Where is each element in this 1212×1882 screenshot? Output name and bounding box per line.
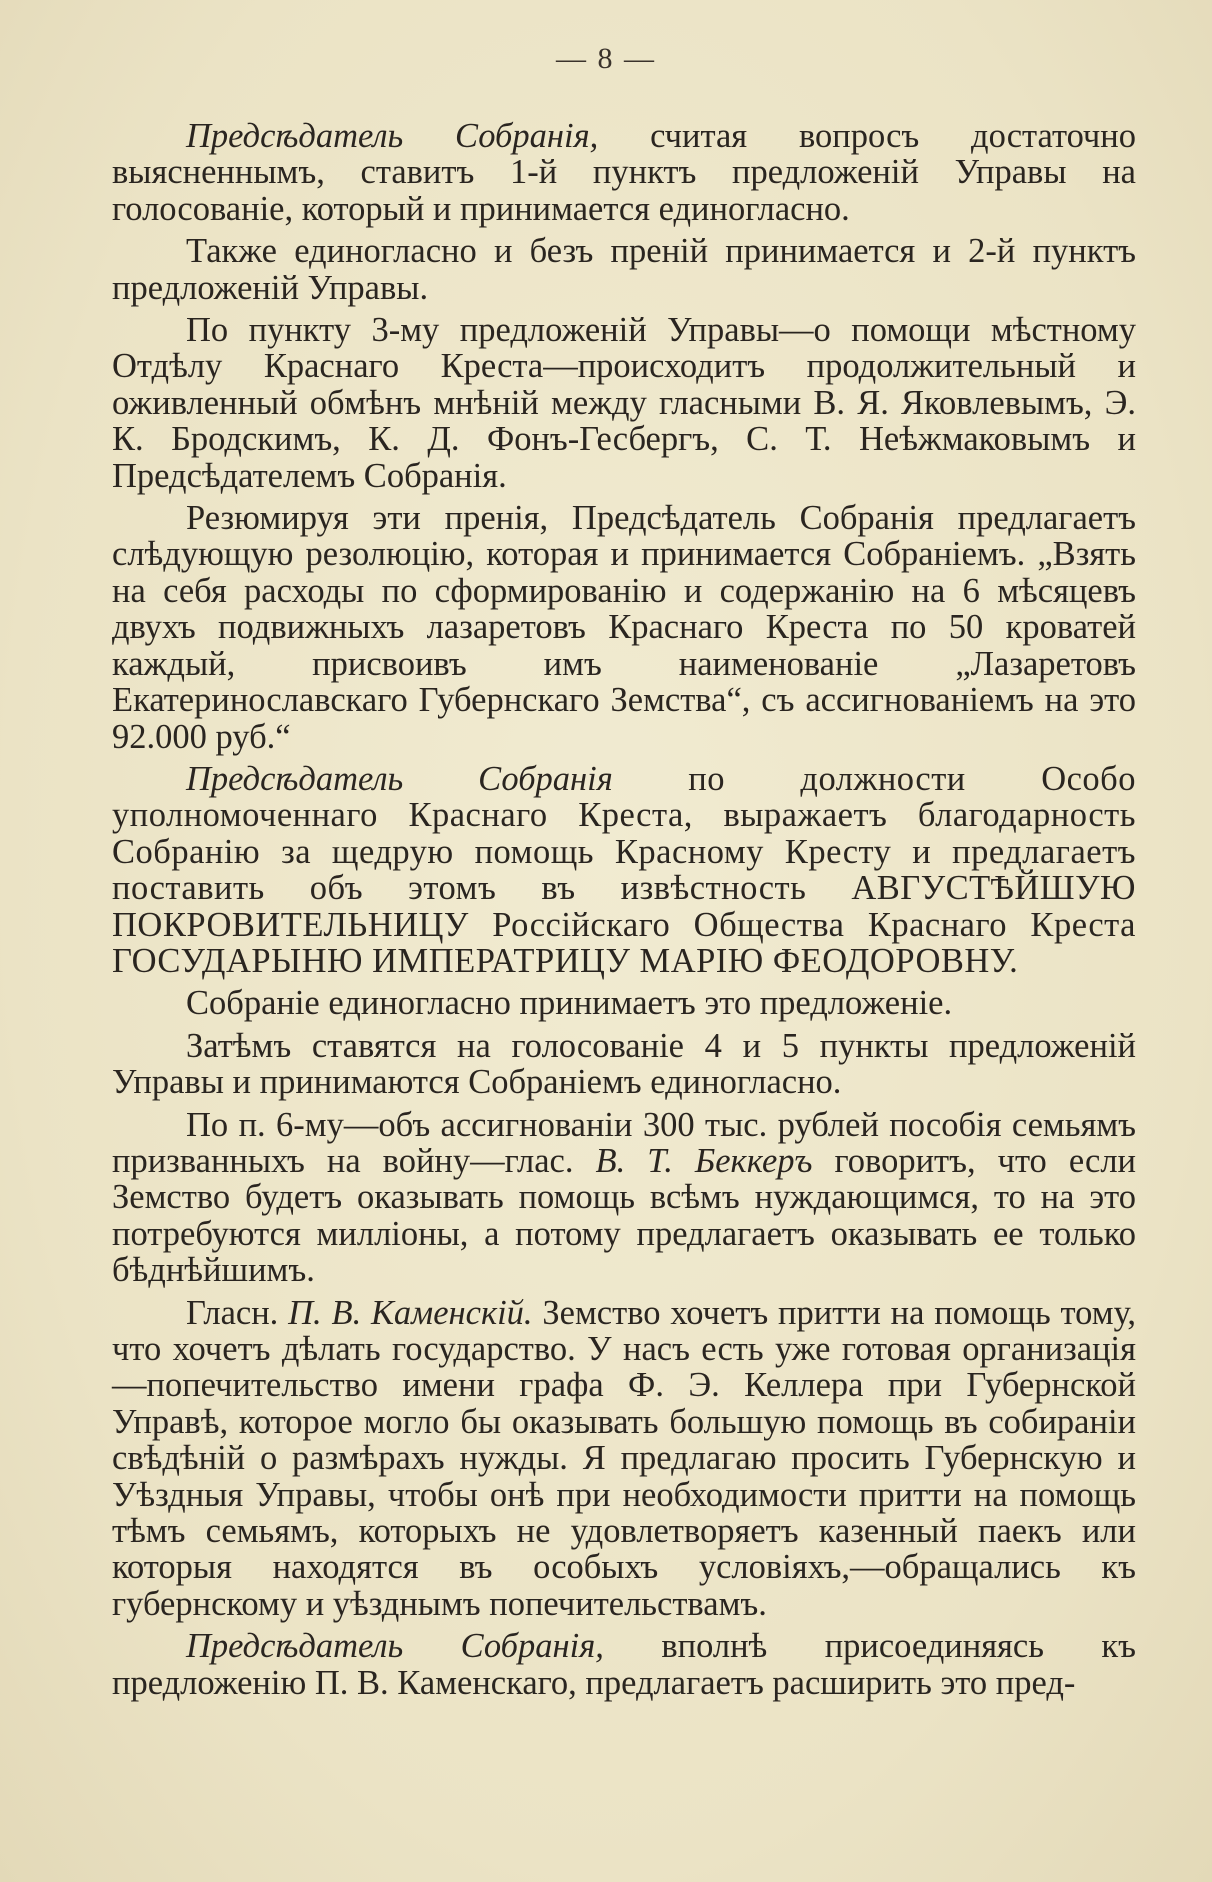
paragraph-text: По пункту 3-му предложеній Управы—о помощи мѣстному Отдѣлу Краснаго Креста—происходитъ продолжительный и оживленный обмѣнъ мнѣній между гласными В. Я. Яковлевымъ, Э. К. Бродскимъ, К. Д. Фонъ-Гесбергъ, С. Т. Неѣжмаковымъ и Предсѣдателемъ Собранія.: [112, 311, 1136, 495]
paragraph-text: Резюмируя эти пренія, Предсѣдатель Собранія предлагаетъ слѣдующую резолюцію, которая и принимается Собраніемъ. „Взять на себя расходы по сформированію и содержанію на 6 мѣсяцевъ двухъ подвижныхъ лазаретовъ Краснаго Креста по 50 кроватей каждый, присвоивъ имъ наименованіе „Лазаретовъ Екатеринославскаго Губернскаго Земства“, съ ассигнованіемъ на это 92.000 руб.“: [112, 499, 1136, 756]
paragraph-5: [112, 761, 1136, 979]
speaker-name: Предсѣдатель Собранія,: [186, 1627, 604, 1666]
paragraph-text: вполнѣ присоединяясь къ предложенію П. В. Каменскаго, предлагаетъ расширить это пред-: [112, 1627, 1136, 1702]
paragraph-text: Земство хочетъ притти на помощь тому, что хочетъ дѣлать государство. У насъ есть уже готовая организація—попечительство имени графа Ф. Э. Келлера при Губернской Управѣ, которое могло бы оказывать большую помощь въ собираніи свѣдѣній о размѣрахъ нужды. Я предлагаю просить Губернскую и Уѣздныя Управы, чтобы онѣ при необходимости притти на помощь тѣмъ семьямъ, которыхъ не удовлетворяетъ казенный паекъ или которыя находятся въ особыхъ условіяхъ,—обращались къ губернскому и уѣзднымъ попечительствамъ.: [112, 1293, 1136, 1623]
paragraph-10: [112, 1628, 1136, 1701]
speaker-name: Предсѣдатель Собранія,: [186, 117, 599, 155]
paragraph-text: говоритъ, что если Земство будетъ оказывать помощь всѣмъ нуждающимся, то на это потребуются милліоны, а потому предлагаетъ оказывать ее только бѣднѣйшимъ.: [112, 1141, 1136, 1290]
paragraph-9: [112, 1295, 1136, 1623]
paragraph-4: [112, 500, 1136, 755]
paragraph-text: Затѣмъ ставятся на голосованіе 4 и 5 пункты предложеній Управы и принимаются Собраніемъ единогласно.: [112, 1026, 1136, 1102]
paragraph-text: считая вопросъ достаточно выясненнымъ, ставитъ 1-й пунктъ предложеній Управы на голосованіе, который и принимается единогласно.: [112, 117, 1136, 228]
speaker-name: В. Т. Беккеръ: [595, 1141, 813, 1180]
body-text: [112, 118, 1136, 1707]
paragraph-text: Гласн.: [186, 1293, 289, 1332]
paragraph-text: Собраніе единогласно принимаетъ это предложеніе.: [186, 984, 953, 1023]
paragraph-2: [112, 233, 1136, 306]
paragraph-6: [112, 985, 1136, 1021]
paragraph-8: [112, 1107, 1136, 1289]
speaker-name: Предсѣдатель Собранія: [186, 759, 613, 798]
paragraph-text: Также единогласно и безъ преній принимается и 2-й пунктъ предложеній Управы.: [112, 232, 1136, 307]
paragraph-3: [112, 312, 1136, 494]
speaker-name: П. В. Каменскій.: [288, 1293, 533, 1332]
paragraph-text: По п. 6-му—объ ассигнованіи 300 тыс. рублей пособія семьямъ призванныхъ на войну—глас.: [112, 1105, 1136, 1180]
paragraph-7: [112, 1028, 1136, 1101]
paragraph-text: по должности Особо уполномоченнаго Краснаго Креста, выражаетъ благодарность Собранію за щедрую помощь Красному Кресту и предлагаетъ поставить объ этомъ въ извѣстность АВГУСТѢЙШУЮ ПОКРОВИТЕЛЬНИЦУ Россійскаго Общества Краснаго Креста ГОСУДАРЫНЮ ИМПЕРАТРИЦУ МАРІЮ ФЕОДОРОВНУ.: [112, 759, 1136, 980]
paragraph-1: [112, 118, 1136, 227]
page-number: — 8 —: [556, 42, 656, 75]
